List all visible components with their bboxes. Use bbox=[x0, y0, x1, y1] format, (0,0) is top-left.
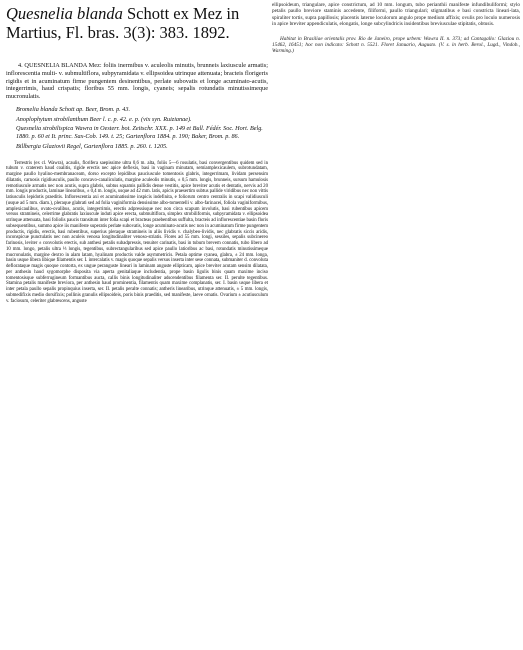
right-column bbox=[272, 2, 520, 55]
left-column bbox=[6, 62, 268, 304]
synonym-item: Quesnelia strobilispica Wawra in Oesterr. bot. Zeitschr. XXX. p. 149 et Bull. Fédér. Soc. Hort. Belg. 1880. p. 60 et It. princ. Sax-Cob. 149. t. 25; Gartenflora 1884. p. 190; Baker, Brom. p. 86. bbox=[16, 125, 263, 141]
description-paragraph: Terrestris (ex cl. Wawra), acaulis, floriferа saepissime ultra 0,6 m. alta, foliis 5—6 rosulatis, basi convergentibus quidem sed in tubum v. craterem haud coalitis, rigide erectis nec apice deflexis, basi in vaginam minutam, semiamplexicaulem, subrotundatam, margine paullo hyalino-membranaceam, dorso excepto lepidibus pauciuscule tomentosis glabris, integerrimam, lividam persensim dilatatis, carnosis rigidiusculis, paullo concavo-canaliculatis, margine aculeolis minutis, ± 0,5 mm. longis, brunneis, sursum hamulosis remotiuscule armatis nec non acutis, supra glabris, subtus squamis pallidis dense vestitis, apice breviter acutis et dentatis, nervis ad 20 mm. longis productis, laminae linearibus, ± 0,4 m. longis, usque ad 42 mm. latis, apicis praesertim subtus pallide viridibus nec non vittis latiusculis lepidotis praeditis. Inflorescentia axi et acuminatissime inspicis indefinita, e foliorum centro centralis in scapi validiusculi (usque ad 5 mm. diam.), pleraque glabrati sed ad folia vaginiformia densissime albo-tomentelli v. albo-farinacei, foliola vaginiformibus, amplexicaulibus, ovato-ovalibus, acutis, integerrimis, erectis adpressisque nec non circa scapum involutis, basi rubentibus apicem versus stramineis, celerrime glabratis laxiuscule induti apice erecta, submultiflora, simplex strobiliformis, subpyramidata v. ellipsoidea utrinque attenuata, basi foliolis paucis transitum inter folia scapi et bracteas praebentibus suffulta, bracteis ad inflorescentiae basin floris subsequentibus, summo apice iis manifeste superatis perlate subovatis, longe acuminato-acutis nec non in acuminatum firme pungentem productis, rigidis, erectis, basi rubentibus, superius pleraque stramineis in aliis lividis v. chalybeo-lividis, nec glabratis siccis aridis, inconspicue punctulatis nec non aculeis venosa longitudinaliter venoso-striatis. Flores ad 55 mm. longi, sessiles, sepalis subcinereo farinosis, leviter ± convolutis erectis, sub anthesi petalis subadpressis, tenuiter carinatis, basi in tubum brevem connatis, tubo libero ad 10 mm. longo, petalis ultra ⅓ longis, tegentibus, subrectangularibus sed apice paullo latioribus ac basi, rotundatis minutissimeque mucronulatis, margine dextro in alam latam, hyalinam productis valde asymmetricis. Petala optime cyanea, glabra, ± 24 mm. longa, basin usque libera libique filamentis ser. I. intercalatis v. magis quoque sepalis versus inserta inter sese connata, submaniter d. convoluta deflorataque magis quoque contorta, ex ungue peranguste lineari in laminam anguste ellipticam, apice breviter acutam sensim dilatata, per anthesin haud sygomorphe disposita via aperta genitaliaque includentia, prope basin ligulis binis quam maxime inciso tomentosisque subferrugineum formantibus aucta, callis binis longitudinaliter adscendentibus filamenta ser. II. perulte tegentibus. Stamina petalis manifeste breviora, per anthesin haud prominentia, filamentis quam maxime complanatis, ser. I. basin usque libera et inter petala paullo sepalis propinquius inserta, ser. II. petalis peralte connatis; antheris linearibus, utrinque attenuatis, ± 5 mm. longis, submedifixis medio dorsifixis; pollinis granulis ellipsoideis, poris binis praeditis, sed manifeste, laeve ornatis. Ovarium ± acutiusculum v. faciosum, celeriter glabrescens, anguste bbox=[6, 160, 268, 304]
habitat-paragraph: Habitat in Brasiliae orientalis prov. Rio de Janeiro, prope urbem: Wawra II. n. 373; ad Cantagallo: Glaziou n. 15462, 16451; hoc non indicato: Schott n. 5521. Floret Januario, Augusto. (V. s. in herb. Berol., Lugd., Vindob., Warming.) bbox=[272, 35, 520, 55]
synonym-list bbox=[6, 106, 268, 151]
synonym-item: Billbergia Glaziovii Regel, Gartenflora 1885. p. 260. t. 1205. bbox=[16, 142, 168, 150]
synonym-item: Anoplophytum strobilanthum Beer l. c. p. 42. e. p. (vix syn. Ruizianae). bbox=[16, 115, 192, 123]
description-continuation: ellipsoideum, triangulare, apice constrictum, ad 10 mm. longum, tubo perianthii manifeste infundibuliformi; stylo petalis paullo breviore staminis accedente, filiformi, paullo triangulari; stigmatibus e basi constricta lineari-lata, spiraliter tortis, supra papillosis; placentis laterne loculorum angulo prope medium affixis; ovulis pro loculo numerosis in apice breviter appendiculatis, elongatis, longe subcylindricis insidentibus breviusculae stipitatis, obtusis. bbox=[272, 2, 520, 28]
synonym-item: Bromelia blanda Schott ap. Beer, Brom. p. 43. bbox=[16, 105, 130, 113]
citation-text: Schott ex Mez in Martius, Fl. bras. 3(3): 383. 1892. bbox=[6, 4, 240, 42]
citation-title bbox=[6, 4, 268, 42]
diagnosis-paragraph: 4. QUESNELIA BLANDA Mez: foliis inermibus v. aculeolis minutis, brunneis laxiuscule armatis; inflorescentia multi- v. submultiflora, subpyramidata v. ellipsoidea utrinque attenuata; bracteis florigeris rigidis et in acuminatum firme pungentem desinentibus, perlate subovatis et longe acuminato-acutis, integerrimis, haud crispatis; floribus 55 mm. longis, cyaneis; sepalis rotundatis minutissimeque mucronulatis. bbox=[6, 62, 268, 101]
species-name: Quesnelia blanda bbox=[6, 4, 123, 23]
